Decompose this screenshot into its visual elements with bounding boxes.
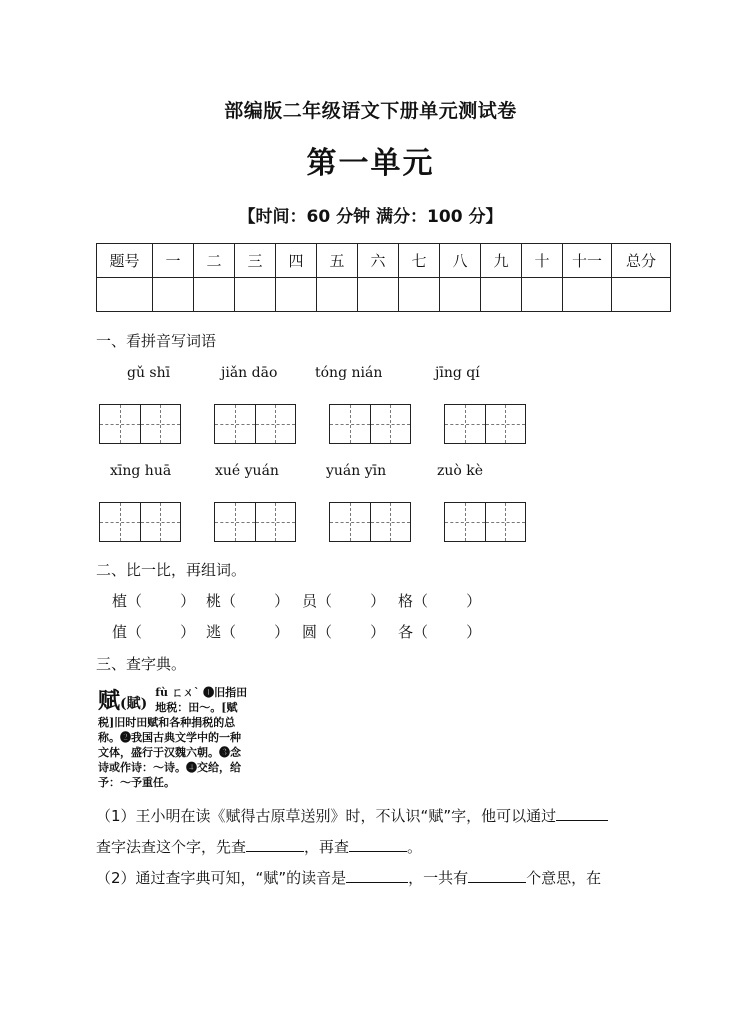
headword-traditional: (賦) xyxy=(120,696,148,712)
writing-grid[interactable] xyxy=(329,404,411,444)
dictionary-line: 诗或作诗：～诗。❹交给，给 xyxy=(98,761,241,774)
unit-title: 第一单元 xyxy=(306,146,435,181)
score-header-cell: 一 xyxy=(153,244,194,278)
score-cell[interactable] xyxy=(612,278,671,312)
answer-blank[interactable] xyxy=(468,868,526,883)
score-header-cell: 五 xyxy=(317,244,358,278)
writing-grid[interactable] xyxy=(214,404,296,444)
compare-item: 格（ ） xyxy=(398,592,482,610)
pinyin-label: gǔ shī xyxy=(127,365,171,381)
answer-blank[interactable] xyxy=(246,837,304,852)
answer-blank[interactable] xyxy=(556,806,608,821)
answer-blank[interactable] xyxy=(349,837,407,852)
compare-item: 圆（ ） xyxy=(302,623,386,641)
score-header-cell: 十 xyxy=(522,244,563,278)
question-1-text: （1）王小明在读《赋得古原草送别》时，不认识“赋”字，他可以通过 xyxy=(96,807,557,825)
score-cell[interactable] xyxy=(440,278,481,312)
exam-info: 【时间：60 分钟 满分：100 分】 xyxy=(238,207,503,227)
compare-item: 逃（ ） xyxy=(206,623,290,641)
page-title: 部编版二年级语文下册单元测试卷 xyxy=(224,100,517,122)
writing-grid[interactable] xyxy=(214,502,296,542)
pinyin-label: yuán yīn xyxy=(326,463,387,479)
pinyin-label: xué yuán xyxy=(215,463,279,479)
section1-title: 一、看拼音写词语 xyxy=(96,332,217,350)
score-cell[interactable] xyxy=(358,278,399,312)
dictionary-pronunciation: fù ㄈㄨˋ xyxy=(155,686,200,699)
pinyin-label: jīng qí xyxy=(435,365,480,381)
score-table xyxy=(96,243,671,312)
score-header-cell: 八 xyxy=(440,244,481,278)
score-header-cell: 九 xyxy=(481,244,522,278)
compare-item: 植（ ） xyxy=(112,592,196,610)
score-cell[interactable] xyxy=(194,278,235,312)
question-2-line-1 xyxy=(96,867,656,888)
answer-blank[interactable] xyxy=(346,868,408,883)
score-cell[interactable] xyxy=(563,278,612,312)
dictionary-line: 地税：田～。[赋 xyxy=(155,701,238,714)
dictionary-line: 称。❷我国古典文学中的一种 xyxy=(98,731,241,744)
dictionary-line: 税]旧时田赋和各种捐税的总 xyxy=(98,716,236,729)
dictionary-entry xyxy=(98,684,294,794)
dictionary-line: 文体，盛行于汉魏六朝。❸念 xyxy=(98,746,241,759)
pinyin-label: jiǎn dāo xyxy=(221,365,278,381)
compare-item: 各（ ） xyxy=(398,623,482,641)
score-header-cell: 总分 xyxy=(612,244,671,278)
question-2-text: 个意思，在 xyxy=(526,869,602,887)
question-2-text: ，一共有 xyxy=(408,869,469,887)
score-cell[interactable] xyxy=(317,278,358,312)
section3-title: 三、查字典。 xyxy=(96,655,187,673)
compare-item: 桃（ ） xyxy=(206,592,290,610)
question-1-line-2 xyxy=(96,836,656,857)
score-header-cell: 题号 xyxy=(97,244,153,278)
dictionary-line: ❶旧指田 xyxy=(203,686,248,699)
score-cell[interactable] xyxy=(481,278,522,312)
dictionary-headword xyxy=(98,684,147,715)
writing-grid[interactable] xyxy=(99,502,181,542)
score-table-blank-row xyxy=(97,278,671,312)
question-1-text: 。 xyxy=(407,838,423,856)
compare-item: 值（ ） xyxy=(112,623,196,641)
question-1-text: ，再查 xyxy=(304,838,350,856)
score-header-cell: 十一 xyxy=(563,244,612,278)
score-cell[interactable] xyxy=(97,278,153,312)
question-1-line-1 xyxy=(96,805,656,826)
score-header-cell: 四 xyxy=(276,244,317,278)
score-cell[interactable] xyxy=(399,278,440,312)
question-1-text: 查字法查这个字，先查 xyxy=(96,838,247,856)
score-cell[interactable] xyxy=(153,278,194,312)
pinyin-label: xīng huā xyxy=(110,463,172,479)
pinyin-label: tóng nián xyxy=(315,365,383,381)
compare-item: 员（ ） xyxy=(302,592,386,610)
score-header-cell: 七 xyxy=(399,244,440,278)
score-cell[interactable] xyxy=(235,278,276,312)
score-header-cell: 三 xyxy=(235,244,276,278)
writing-grid[interactable] xyxy=(99,404,181,444)
score-table-header-row xyxy=(97,244,671,278)
pinyin-label: zuò kè xyxy=(437,463,484,479)
score-header-cell: 二 xyxy=(194,244,235,278)
headword-char: 赋 xyxy=(98,688,121,714)
question-2-text: （2）通过查字典可知，“赋”的读音是 xyxy=(96,869,347,887)
writing-grid[interactable] xyxy=(444,502,526,542)
section2-title: 二、比一比，再组词。 xyxy=(96,561,247,579)
score-header-cell: 六 xyxy=(358,244,399,278)
score-cell[interactable] xyxy=(276,278,317,312)
writing-grid[interactable] xyxy=(329,502,411,542)
score-cell[interactable] xyxy=(522,278,563,312)
dictionary-line: 予：～予重任。 xyxy=(98,776,175,789)
writing-grid[interactable] xyxy=(444,404,526,444)
